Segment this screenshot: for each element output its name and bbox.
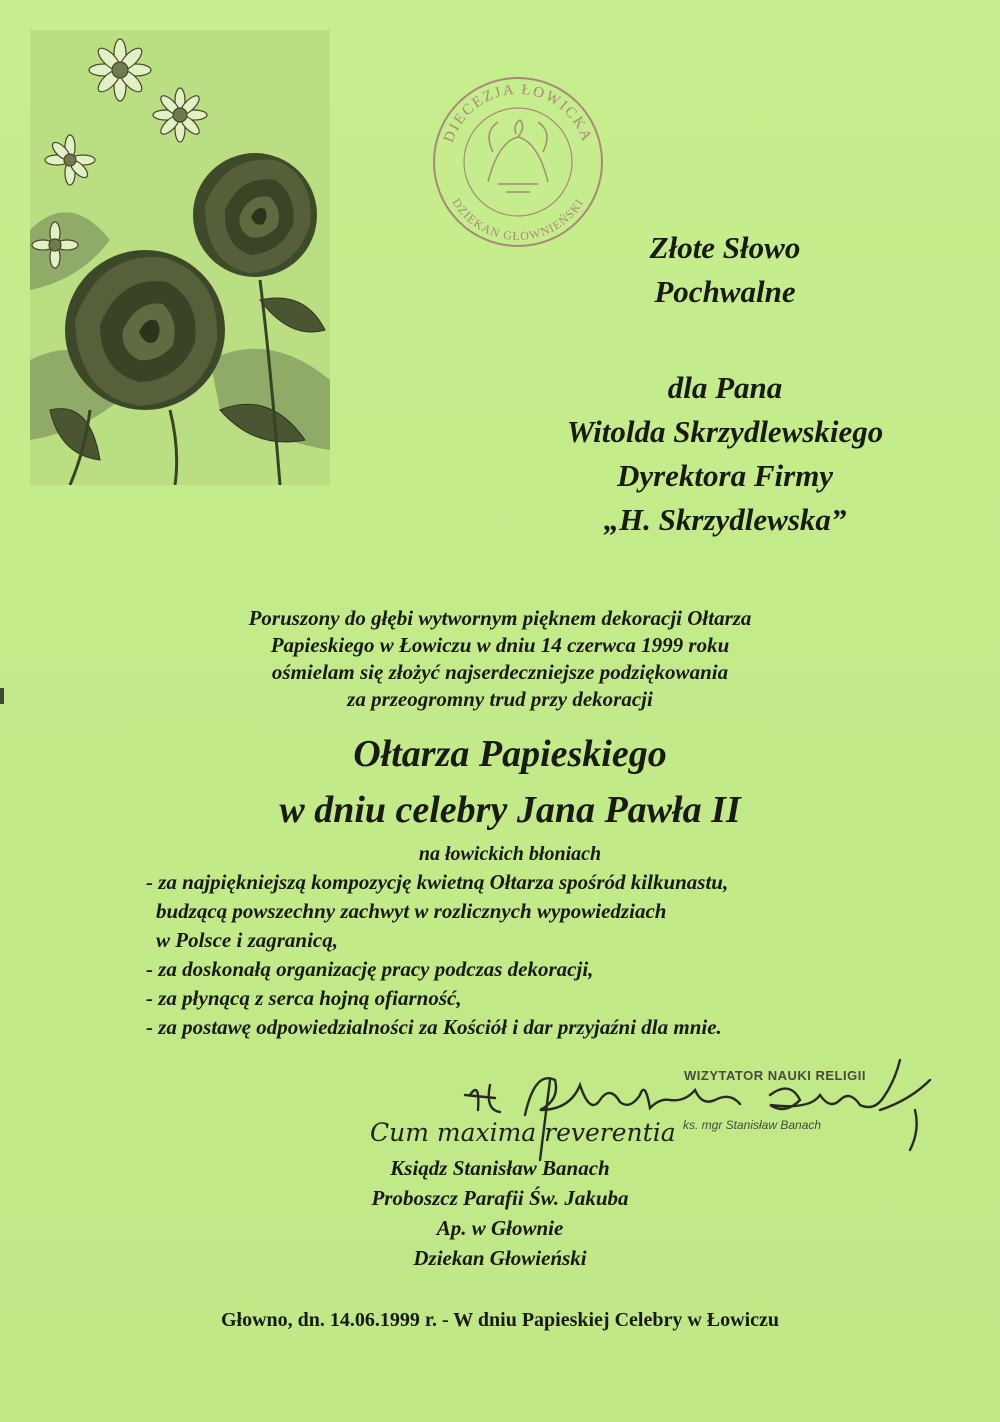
signer-line-3: Ap. w Głownie [436,1216,564,1240]
intro-line-4: za przeogromny trud przy dekoracji [347,687,653,711]
certificate-title [520,226,930,314]
intro-line-3: ośmielam się złożyć najserdeczniejsze podziękowania [271,660,729,684]
reason-3: - za płynącą z serca hojną ofiarność, [146,986,462,1010]
stamp-title: WIZYTATOR NAUKI RELIGII [684,1068,866,1083]
pelican-emblem-icon [488,120,548,192]
highlight-heading [100,726,920,838]
reason-2: - za doskonałą organizację pracy podczas dekoracji, [146,957,594,981]
edge-mark [0,688,4,704]
highlight-line-2: w dniu celebry Jana Pawła II [279,789,741,831]
footer-date-place: Głowno, dn. 14.06.1999 r. - W dniu Papieskiej Celebry w Łowiczu [220,1309,780,1331]
title-line-1: Złote Słowo [649,230,801,265]
recipient-block [520,366,930,542]
rose-lower [65,250,225,410]
reason-4: - za postawę odpowiedzialności za Kościół i dar przyjaźni dla mnie. [146,1015,722,1039]
intro-line-1: Poruszony do głębi wytwornym pięknem dekoracji Ołtarza [248,606,752,630]
roses-illustration [30,30,330,485]
reason-1-line-1: - za najpiękniejszą kompozycję kwietną Ołtarza spośród kilkunastu, [146,870,729,894]
reason-1-line-2: budzącą powszechny zachwyt w rozlicznych wypowiedziach [156,899,667,923]
signer-block [300,1153,700,1273]
signer-line-1: Ksiądz Stanisław Banach [390,1156,610,1180]
reasons-list [146,868,906,1042]
reason-1-line-3: w Polsce i zagranicą, [156,928,338,952]
seal-top-text: DIECEZJA ŁOWICKA [441,81,595,145]
location-line: na łowickich błoniach [418,843,602,865]
recipient-line-2: Witolda Skrzydlewskiego [566,414,884,449]
stamp-name: ks. mgr Stanisław Banach [683,1118,822,1132]
recipient-line-4: „H. Skrzydlewska” [603,502,847,537]
signer-line-2: Proboszcz Parafii Św. Jakuba [371,1186,629,1210]
intro-line-2: Papieskiego w Łowiczu w dniu 14 czerwca 1999 roku [270,633,730,657]
handwritten-signature [440,1040,940,1170]
signer-line-4: Dziekan Głowieński [413,1246,587,1270]
rose-upper [193,153,317,277]
diocese-seal [428,72,608,252]
intro-paragraph [120,605,880,713]
closing-phrase: Cum maxima reverentia [370,1118,676,1147]
recipient-line-3: Dyrektora Firmy [616,458,834,493]
seal-bottom-text: DZIEKAN GŁOWNIEŃSKI [449,195,587,244]
recipient-line-1: dla Pana [667,370,783,405]
highlight-line-1: Ołtarza Papieskiego [353,733,667,775]
title-line-2: Pochwalne [654,274,796,309]
